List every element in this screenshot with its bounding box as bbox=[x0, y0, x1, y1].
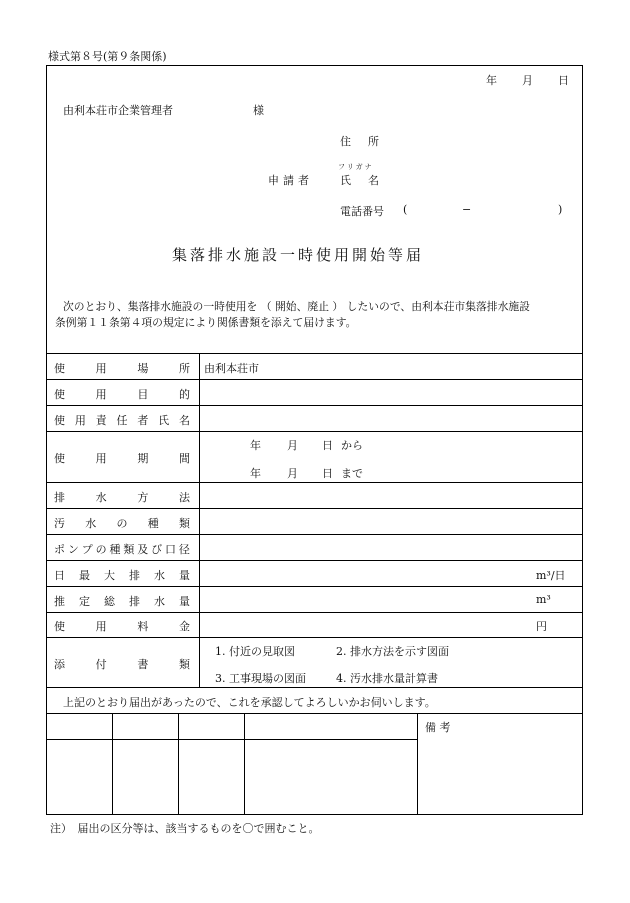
label-char: 排 bbox=[129, 595, 140, 608]
label-char: 水 bbox=[154, 595, 165, 608]
label-char: 期 bbox=[137, 452, 149, 465]
label-char: 法 bbox=[178, 491, 190, 504]
use-place-value: 由利本荘市 bbox=[204, 362, 259, 375]
period-to-suffix: まで bbox=[341, 467, 363, 480]
label-char: 使 bbox=[54, 362, 65, 375]
label-char: 用 bbox=[95, 452, 107, 465]
label-char: 種 bbox=[147, 517, 159, 530]
label-text bbox=[54, 412, 190, 428]
label-pump bbox=[54, 541, 190, 557]
date-day: 日 bbox=[558, 74, 569, 87]
label-drain-method bbox=[54, 489, 190, 505]
label-char: 書 bbox=[137, 658, 149, 671]
label-char: 及 bbox=[137, 543, 149, 556]
attachment-item-4: 4. 汚水排水量計算書 bbox=[336, 672, 438, 685]
label-char: 添 bbox=[54, 658, 65, 671]
label-char: 類 bbox=[179, 517, 190, 530]
attachment-item-3: 3. 工事現場の図面 bbox=[215, 672, 306, 685]
remarks-label: 備 考 bbox=[425, 721, 451, 734]
label-char: 排 bbox=[54, 491, 65, 504]
label-total-volume bbox=[54, 593, 190, 609]
applicant-label: 申請者 bbox=[268, 174, 313, 187]
label-char: 使 bbox=[54, 620, 65, 633]
addressee-honorific: 様 bbox=[253, 104, 264, 117]
label-char: 口 bbox=[165, 543, 176, 556]
label-use-place bbox=[54, 360, 190, 376]
label-char: 使 bbox=[54, 452, 65, 465]
phone-dash: − bbox=[462, 203, 472, 216]
label-use-purpose bbox=[54, 386, 190, 402]
label-char: 用 bbox=[95, 388, 107, 401]
label-char: び bbox=[151, 543, 163, 556]
label-text bbox=[54, 489, 190, 505]
label-char: 汚 bbox=[54, 517, 65, 530]
label-char: ン bbox=[67, 543, 79, 556]
label-daily-max bbox=[54, 567, 190, 583]
label-char: 用 bbox=[74, 414, 86, 427]
label-char: 推 bbox=[54, 595, 65, 608]
period-from-year: 年 bbox=[250, 439, 261, 452]
label-char: 目 bbox=[137, 388, 149, 401]
label-text bbox=[54, 656, 190, 672]
label-char: 類 bbox=[178, 658, 190, 671]
label-char: 種 bbox=[109, 543, 121, 556]
label-text bbox=[54, 515, 190, 531]
phone-close-paren: ) bbox=[558, 203, 563, 216]
label-char: 責 bbox=[95, 414, 107, 427]
address-label: 住 所 bbox=[340, 135, 382, 148]
label-char: 名 bbox=[178, 414, 190, 427]
label-char: プ bbox=[81, 543, 93, 556]
form-number: 様式第８号(第９条関係) bbox=[48, 50, 167, 63]
label-char: 水 bbox=[95, 491, 107, 504]
addressee-name: 由利本荘市企業管理者 bbox=[63, 104, 173, 117]
label-char: 所 bbox=[178, 362, 190, 375]
period-from-month: 月 bbox=[287, 439, 298, 452]
phone-open-paren: ( bbox=[403, 203, 408, 216]
label-char: 間 bbox=[178, 452, 190, 465]
period-from-suffix: から bbox=[341, 439, 363, 452]
label-text bbox=[54, 450, 190, 466]
label-responsible bbox=[54, 412, 190, 428]
fee-unit: 円 bbox=[536, 620, 547, 633]
label-char: 場 bbox=[137, 362, 149, 375]
label-text bbox=[54, 567, 190, 583]
label-char: 金 bbox=[178, 620, 190, 633]
label-text bbox=[54, 541, 190, 557]
label-attachments bbox=[54, 656, 190, 672]
period-to-year: 年 bbox=[250, 467, 261, 480]
label-char: 定 bbox=[79, 595, 90, 608]
label-char: 付 bbox=[95, 658, 107, 671]
label-char: 使 bbox=[54, 414, 65, 427]
label-char: 総 bbox=[104, 595, 115, 608]
label-char: 水 bbox=[154, 569, 165, 582]
period-to-month: 月 bbox=[287, 467, 298, 480]
label-use-period bbox=[54, 450, 190, 466]
label-char: 用 bbox=[95, 362, 107, 375]
label-sewage-type bbox=[54, 515, 190, 531]
label-char: 日 bbox=[54, 569, 65, 582]
label-text bbox=[54, 386, 190, 402]
label-char: 方 bbox=[137, 491, 149, 504]
furigana-label: フリガナ bbox=[338, 163, 374, 171]
total-volume-unit: m³ bbox=[536, 593, 551, 606]
label-char: 任 bbox=[116, 414, 128, 427]
label-char: 氏 bbox=[158, 414, 170, 427]
label-char: 大 bbox=[104, 569, 115, 582]
approval-text: 上記のとおり届出があったので、これを承認してよろしいかお伺いします。 bbox=[63, 696, 436, 709]
label-char: 量 bbox=[179, 569, 190, 582]
phone-label: 電話番号 bbox=[340, 205, 384, 218]
label-text bbox=[54, 593, 190, 609]
label-char: ポ bbox=[54, 543, 65, 556]
body-line-2: 条例第１１条第４項の規定により関係書類を添えて届けます。 bbox=[55, 316, 357, 329]
attachment-item-1: 1. 付近の見取図 bbox=[215, 645, 295, 658]
label-text bbox=[54, 618, 190, 634]
footnote: 注） 届出の区分等は、該当するものを〇で囲むこと。 bbox=[50, 822, 320, 835]
label-char: 用 bbox=[95, 620, 107, 633]
label-char: 水 bbox=[85, 517, 97, 530]
period-to-day: 日 bbox=[322, 467, 333, 480]
label-char: 径 bbox=[178, 543, 190, 556]
date-year: 年 bbox=[486, 74, 497, 87]
label-char: の bbox=[95, 543, 107, 556]
form-title: 集落排水施設一時使用開始等届 bbox=[172, 246, 425, 264]
label-char: 者 bbox=[137, 414, 149, 427]
daily-max-unit: m³/日 bbox=[536, 569, 566, 582]
period-from-day: 日 bbox=[322, 439, 333, 452]
date-month: 月 bbox=[522, 74, 533, 87]
label-fee bbox=[54, 618, 190, 634]
label-char: 量 bbox=[179, 595, 190, 608]
label-char: 使 bbox=[54, 388, 65, 401]
label-char: 的 bbox=[178, 388, 190, 401]
label-char: 類 bbox=[123, 543, 135, 556]
label-char: の bbox=[116, 517, 128, 530]
attachment-item-2: 2. 排水方法を示す図面 bbox=[336, 645, 449, 658]
name-label: 氏 名 bbox=[340, 174, 382, 187]
label-text bbox=[54, 360, 190, 376]
label-char: 最 bbox=[79, 569, 90, 582]
label-char: 排 bbox=[129, 569, 140, 582]
body-line-1: 次のとおり、集落排水施設の一時使用を （ 開始、廃止 ） したいので、由利本荘市集落排水施設 bbox=[63, 300, 530, 313]
label-char: 料 bbox=[137, 620, 149, 633]
